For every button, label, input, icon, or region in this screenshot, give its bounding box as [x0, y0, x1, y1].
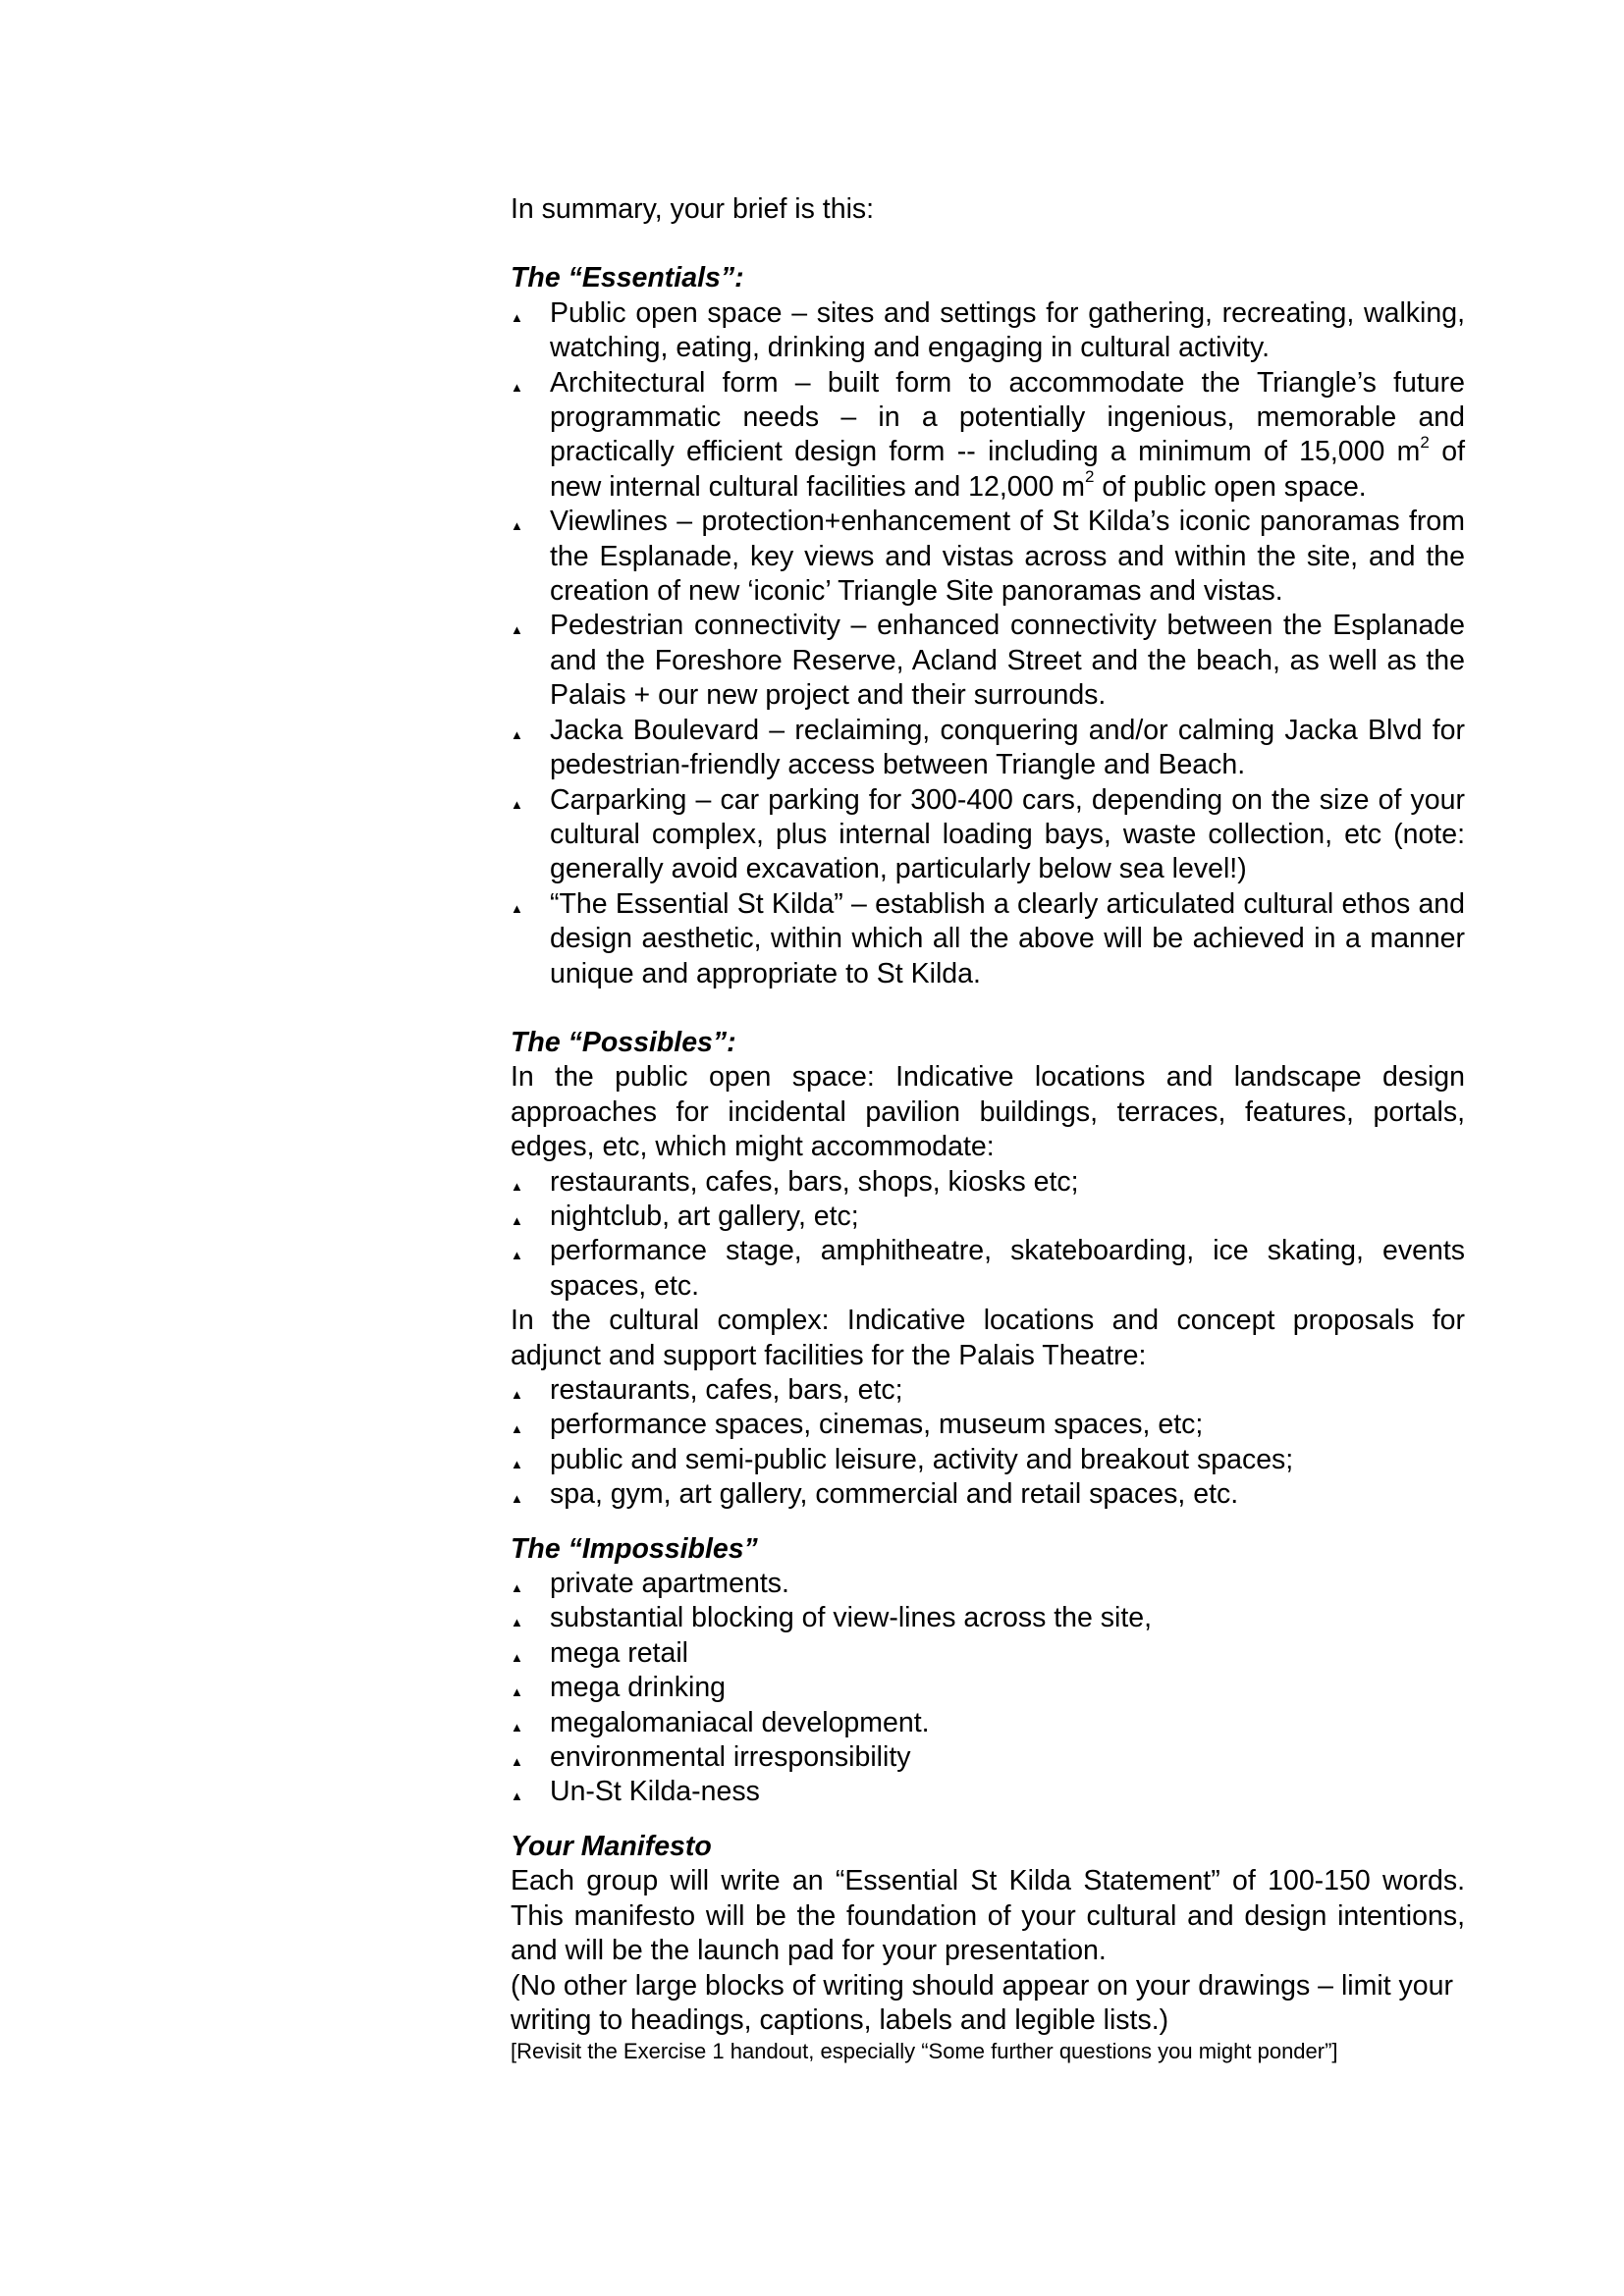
manifesto-body: Each group will write an “Essential St Kilda Statement” of 100-150 words. This manifesto will be the foundation of your cultural and design intentions, and will be the launch pad for your presentation. [511, 1865, 1465, 1967]
list-item: ▲ mega drinking [511, 1671, 1465, 1705]
possibles-heading: The “Possibles”: [511, 1026, 736, 1058]
triangle-bullet-icon: ▲ [511, 1178, 523, 1194]
impossibles-heading: The “Impossibles” [511, 1532, 758, 1565]
essentials-heading: The “Essentials”: [511, 262, 744, 294]
triangle-bullet-icon: ▲ [511, 1456, 523, 1471]
triangle-bullet-icon: ▲ [511, 1387, 523, 1402]
intro-line: In summary, your brief is this: [511, 193, 875, 225]
list-item: ▲ private apartments. [511, 1567, 1465, 1601]
list-item: ▲ substantial blocking of view-lines across the site, [511, 1601, 1465, 1635]
cultural-complex-intro: In the cultural complex: Indicative locations and concept proposals for adjunct and support facilities for the Palais Theatre: [511, 1305, 1465, 1371]
triangle-bullet-icon: ▲ [511, 900, 523, 916]
triangle-bullet-icon: ▲ [511, 622, 523, 638]
manifesto-note: (No other large blocks of writing should appear on your drawings – limit your writing to headings, captions, labels and legible lists.) [511, 1969, 1453, 2036]
triangle-bullet-icon: ▲ [511, 309, 523, 325]
superscript: 2 [1420, 432, 1430, 452]
triangle-bullet-icon: ▲ [511, 1421, 523, 1437]
list-item: ▲ environmental irresponsibility [511, 1740, 1465, 1775]
triangle-bullet-icon: ▲ [511, 1248, 523, 1263]
list-item: ▲ restaurants, cafes, bars, shops, kiosks etc; [511, 1165, 1465, 1200]
manifesto-footnote: [Revisit the Exercise 1 handout, especially “Some further questions you might ponder”] [511, 2039, 1338, 2064]
list-item: ▲ Architectural form – built form to accommodate the Triangle’s future programmatic needs – in a potentially ingenious, memorable and practically efficient design form -- including a minimum of 15,000 $m^2$ of new internal cultural facilities and 12,000 $m^2$ of public open space. [511, 366, 1466, 503]
superscript: 2 [1084, 467, 1095, 487]
manifesto-heading: Your Manifesto [511, 1830, 712, 1862]
public-space-list [511, 1165, 1465, 1305]
triangle-bullet-icon: ▲ [511, 1491, 523, 1507]
list-item: ▲ nightclub, art gallery, etc; [511, 1200, 1465, 1234]
triangle-bullet-icon: ▲ [511, 1212, 523, 1228]
triangle-bullet-icon: ▲ [511, 1719, 523, 1735]
triangle-bullet-icon: ▲ [511, 1684, 523, 1700]
list-item: ▲ Public open space – sites and settings for gathering, recreating, walking, watching, eating, drinking and engaging in cultural activity. [511, 296, 1465, 364]
triangle-bullet-icon: ▲ [511, 1615, 523, 1630]
triangle-bullet-icon: ▲ [511, 796, 523, 812]
impossibles-list [511, 1567, 1465, 1810]
triangle-bullet-icon: ▲ [511, 379, 523, 395]
list-item: ▲ Jacka Boulevard – reclaiming, conquering and/or calming Jacka Blvd for pedestrian-friendly access between Triangle and Beach. [511, 714, 1465, 781]
list-item: ▲ performance stage, amphitheatre, skateboarding, ice skating, events spaces, etc. [511, 1235, 1465, 1302]
list-item: ▲ Pedestrian connectivity – enhanced connectivity between the Esplanade and the Foreshore Reserve, Acland Street and the beach, as well as the Palais + our new project and their surrounds. [511, 610, 1465, 712]
list-item: ▲ restaurants, cafes, bars, etc; [511, 1373, 1465, 1408]
essentials-list [511, 296, 1465, 991]
list-item: ▲ performance spaces, cinemas, museum spaces, etc; [511, 1408, 1465, 1442]
list-item: ▲ megalomaniacal development. [511, 1706, 1465, 1740]
list-item: ▲ Un-St Kilda-ness [511, 1775, 1465, 1809]
page-content [511, 192, 1465, 2065]
list-item: ▲ Viewlines – protection+enhancement of St Kilda’s iconic panoramas from the Esplanade, key views and vistas across and within the site, and the creation of new ‘iconic’ Triangle Site panoramas and vistas. [511, 506, 1465, 608]
list-item: ▲ Carparking – car parking for 300-400 cars, depending on the size of your cultural complex, plus internal loading bays, waste collection, etc (note: generally avoid excavation, particularly below sea level!) [511, 783, 1465, 885]
triangle-bullet-icon: ▲ [511, 1649, 523, 1665]
list-item: ▲ public and semi-public leisure, activity and breakout spaces; [511, 1443, 1465, 1477]
list-item: ▲ “The Essential St Kilda” – establish a clearly articulated cultural ethos and design aesthetic, within which all the above will be achieved in a manner unique and appropriate to St Kilda. [511, 887, 1465, 989]
public-space-intro: In the public open space: Indicative locations and landscape design approaches for incidental pavilion buildings, terraces, features, portals, edges, etc, which might accommodate: [511, 1061, 1465, 1163]
cultural-complex-list [511, 1373, 1465, 1513]
list-item: ▲ mega retail [511, 1636, 1465, 1671]
triangle-bullet-icon: ▲ [511, 518, 523, 534]
list-item: ▲ spa, gym, art gallery, commercial and retail spaces, etc. [511, 1477, 1465, 1512]
triangle-bullet-icon: ▲ [511, 1754, 523, 1770]
triangle-bullet-icon: ▲ [511, 726, 523, 742]
triangle-bullet-icon: ▲ [511, 1789, 523, 1804]
triangle-bullet-icon: ▲ [511, 1580, 523, 1596]
